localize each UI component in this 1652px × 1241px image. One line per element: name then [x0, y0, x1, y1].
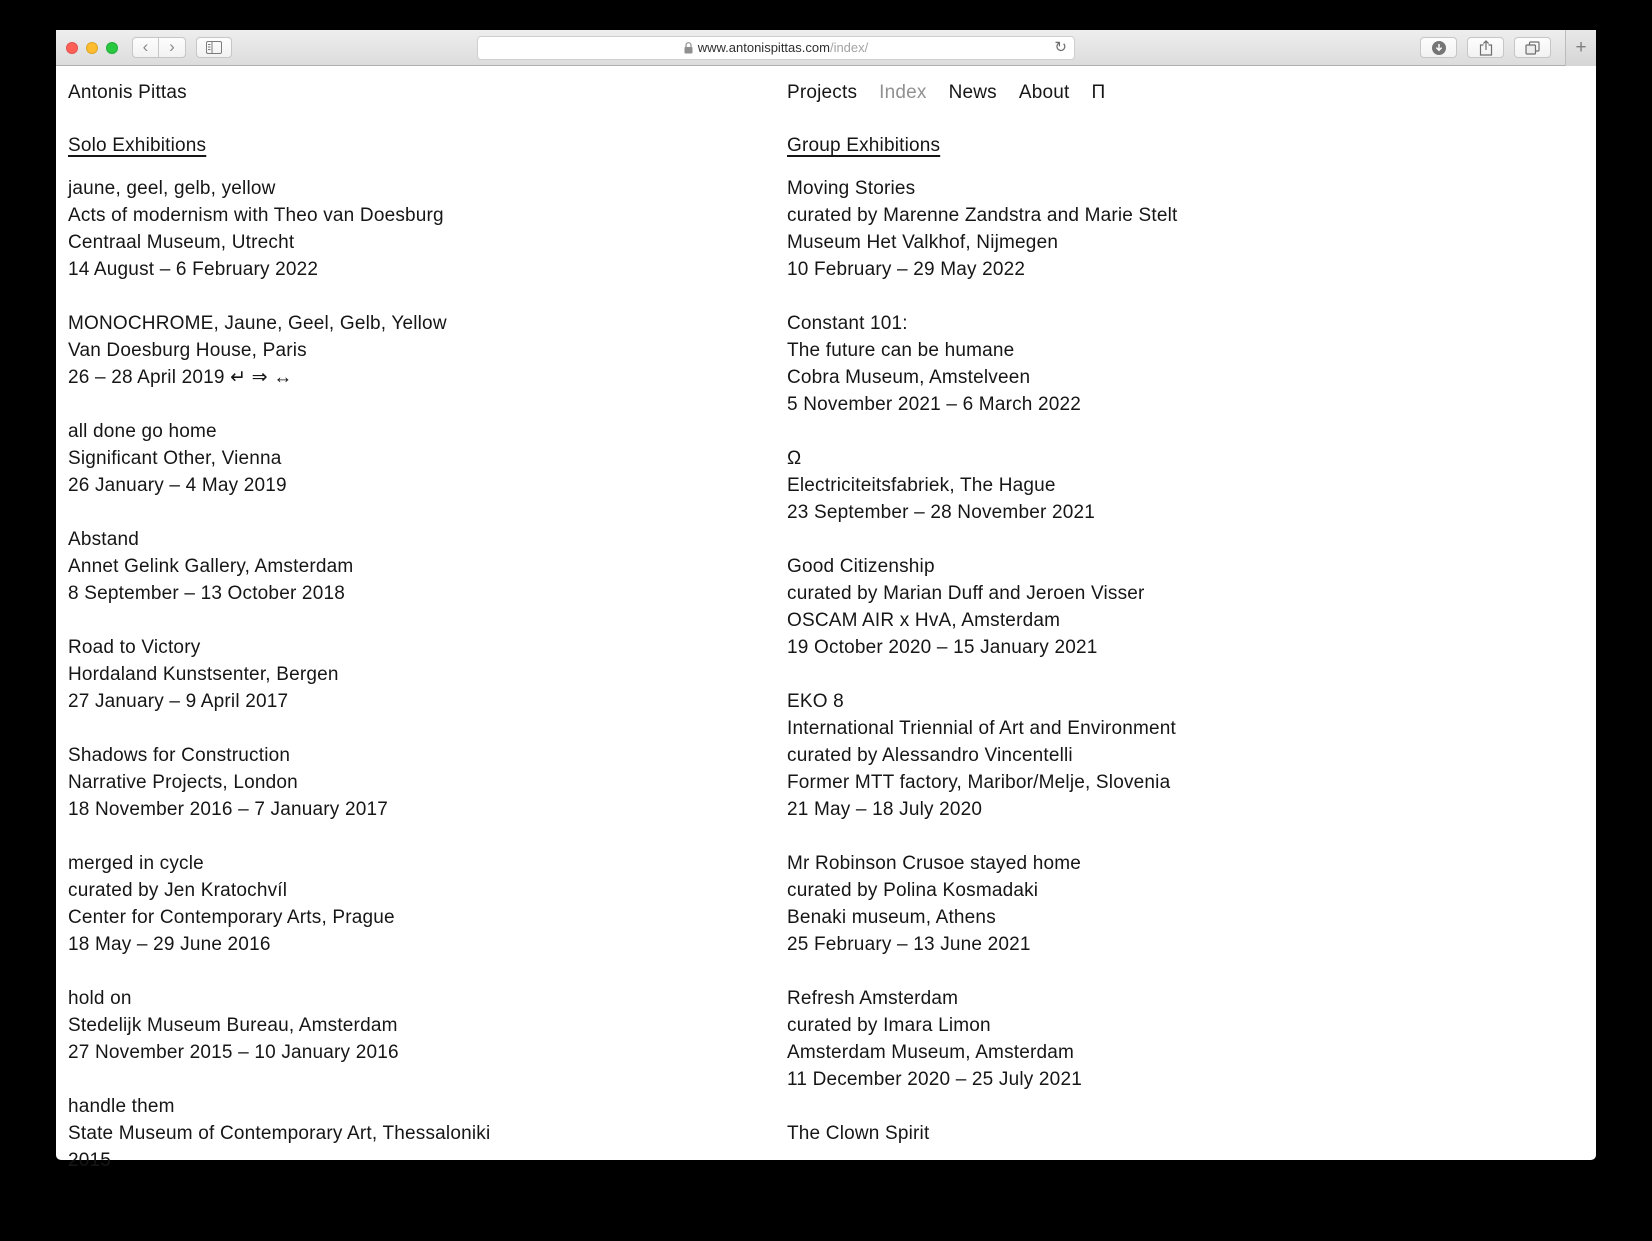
exhibition-line: Moving Stories: [787, 178, 916, 199]
nav-projects[interactable]: Projects: [787, 82, 858, 103]
exhibition-line: Annet Gelink Gallery, Amsterdam: [68, 556, 354, 577]
exhibition-line: Acts of modernism with Theo van Doesburg: [68, 205, 444, 226]
exhibition-entry: [68, 175, 787, 283]
group-exhibitions-heading: Group Exhibitions: [787, 135, 941, 156]
exhibition-line: Cobra Museum, Amstelveen: [787, 367, 1031, 388]
back-button[interactable]: [132, 37, 159, 58]
toolbar-right-buttons: [1420, 37, 1551, 58]
minimize-window-button[interactable]: [86, 42, 98, 54]
exhibition-line: International Triennial of Art and Environment: [787, 718, 1176, 739]
exhibition-line: MONOCHROME, Jaune, Geel, Gelb, Yellow: [68, 313, 447, 334]
exhibition-line: Abstand: [68, 529, 140, 550]
exhibition-line: all done go home: [68, 421, 217, 442]
solo-exhibitions-list: [68, 175, 787, 1174]
tabs-icon: [1525, 41, 1540, 55]
exhibition-line: Shadows for Construction: [68, 745, 291, 766]
solo-column: [68, 79, 787, 1201]
exhibition-line: 27 January – 9 April 2017: [68, 691, 289, 712]
history-nav-group: [132, 37, 186, 58]
exhibition-line: hold on: [68, 988, 132, 1009]
exhibition-line: Stedelijk Museum Bureau, Amsterdam: [68, 1015, 398, 1036]
new-tab-button[interactable]: [1565, 30, 1596, 66]
browser-toolbar: [56, 30, 1596, 66]
exhibition-line: 26 – 28 April 2019 ↵ ⇒ ↔: [68, 367, 293, 388]
exhibition-line: Benaki museum, Athens: [787, 907, 996, 928]
exhibition-line: curated by Jen Kratochvíl: [68, 880, 288, 901]
exhibition-line: Electriciteitsfabriek, The Hague: [787, 475, 1056, 496]
exhibition-line: Road to Victory: [68, 637, 201, 658]
exhibition-line: 25 February – 13 June 2021: [787, 934, 1031, 955]
nav-news[interactable]: News: [948, 82, 997, 103]
exhibition-entry: [787, 175, 1596, 283]
close-window-button[interactable]: [66, 42, 78, 54]
nav-about[interactable]: About: [1018, 82, 1070, 103]
exhibition-entry: [68, 526, 787, 607]
exhibition-line: Former MTT factory, Maribor/Melje, Slovenia: [787, 772, 1171, 793]
exhibition-entry: [787, 850, 1596, 958]
reload-icon: ↻: [1054, 38, 1067, 56]
exhibition-line: Refresh Amsterdam: [787, 988, 959, 1009]
exhibition-line: Centraal Museum, Utrecht: [68, 232, 295, 253]
exhibition-line: jaune, geel, gelb, yellow: [68, 178, 276, 199]
exhibition-entry: [68, 418, 787, 499]
exhibition-line: State Museum of Contemporary Art, Thessaloniki: [68, 1123, 491, 1144]
share-icon: [1479, 40, 1493, 56]
exhibition-line: handle them: [68, 1096, 175, 1117]
exhibition-line: curated by Polina Kosmadaki: [787, 880, 1039, 901]
exhibition-entry: [787, 310, 1596, 418]
url-path: /index/: [829, 40, 869, 55]
exhibition-line: curated by Imara Limon: [787, 1015, 991, 1036]
exhibition-line: 21 May – 18 July 2020: [787, 799, 983, 820]
lock-icon: [684, 42, 693, 54]
exhibition-line: Mr Robinson Crusoe stayed home: [787, 853, 1082, 874]
solo-exhibitions-heading: Solo Exhibitions: [68, 135, 207, 156]
group-column: [787, 79, 1596, 1201]
exhibition-entry: [68, 634, 787, 715]
exhibition-line: The Clown Spirit: [787, 1123, 930, 1144]
exhibition-line: Center for Contemporary Arts, Prague: [68, 907, 395, 928]
exhibition-line: EKO 8: [787, 691, 844, 712]
exhibition-entry: [68, 850, 787, 958]
nav-index[interactable]: Index: [879, 82, 927, 103]
site-title: Antonis Pittas: [68, 82, 187, 103]
exhibition-line: 18 May – 29 June 2016: [68, 934, 271, 955]
exhibition-entry: [68, 985, 787, 1066]
exhibition-line: The future can be humane: [787, 340, 1015, 361]
forward-icon: ›: [169, 37, 175, 56]
exhibition-line: Constant 101:: [787, 313, 908, 334]
exhibition-line: 19 October 2020 – 15 January 2021: [787, 637, 1098, 658]
browser-window: [56, 30, 1596, 1171]
share-button[interactable]: [1467, 37, 1504, 58]
exhibition-entry: [787, 688, 1596, 823]
exhibition-line: curated by Marenne Zandstra and Marie Stelt: [787, 205, 1178, 226]
exhibition-line: Museum Het Valkhof, Nijmegen: [787, 232, 1059, 253]
exhibition-line: 23 September – 28 November 2021: [787, 502, 1095, 523]
exhibition-entry: [787, 1120, 1596, 1147]
reload-button[interactable]: [1054, 38, 1067, 56]
exhibition-line: 14 August – 6 February 2022: [68, 259, 319, 280]
exhibition-line: Narrative Projects, London: [68, 772, 298, 793]
exhibition-line: curated by Alessandro Vincentelli: [787, 745, 1073, 766]
exhibition-entry: [68, 310, 787, 391]
exhibition-line: Good Citizenship: [787, 556, 935, 577]
exhibition-line: 11 December 2020 – 25 July 2021: [787, 1069, 1082, 1090]
main-nav: [787, 79, 1596, 106]
page-content: [56, 66, 1596, 1171]
exhibition-entry: [68, 1093, 787, 1174]
url-host: www.antonispittas.com: [697, 40, 830, 55]
exhibition-line: OSCAM AIR x HvA, Amsterdam: [787, 610, 1061, 631]
exhibition-line: 5 November 2021 – 6 March 2022: [787, 394, 1082, 415]
back-icon: ‹: [142, 37, 149, 56]
plus-icon: +: [1575, 36, 1587, 58]
exhibition-entry: [787, 985, 1596, 1093]
exhibition-entry: [68, 742, 787, 823]
sidebar-icon: [206, 41, 222, 54]
exhibition-entry: [787, 445, 1596, 526]
exhibition-line: 26 January – 4 May 2019: [68, 475, 287, 496]
exhibition-line: Hordaland Kunstsenter, Bergen: [68, 664, 339, 685]
sidebar-toggle-button[interactable]: [196, 37, 232, 58]
exhibition-line: merged in cycle: [68, 853, 204, 874]
forward-button[interactable]: [159, 37, 186, 58]
downloads-button[interactable]: [1420, 37, 1457, 58]
exhibition-line: Van Doesburg House, Paris: [68, 340, 307, 361]
exhibition-entry: [787, 553, 1596, 661]
download-icon: [1431, 40, 1447, 56]
address-bar[interactable]: [477, 36, 1075, 60]
tab-overview-button[interactable]: [1514, 37, 1551, 58]
exhibition-line: 27 November 2015 – 10 January 2016: [68, 1042, 399, 1063]
exhibition-line: Ω: [787, 448, 802, 469]
exhibition-line: curated by Marian Duff and Jeroen Visser: [787, 583, 1145, 604]
group-exhibitions-list: [787, 175, 1596, 1147]
exhibition-line: Significant Other, Vienna: [68, 448, 282, 469]
exhibition-line: 2015: [68, 1150, 112, 1171]
exhibition-line: Amsterdam Museum, Amsterdam: [787, 1042, 1075, 1063]
zoom-window-button[interactable]: [106, 42, 118, 54]
nav-pi[interactable]: Π: [1091, 82, 1106, 103]
exhibition-line: 10 February – 29 May 2022: [787, 259, 1026, 280]
exhibition-line: 18 November 2016 – 7 January 2017: [68, 799, 388, 820]
exhibition-line: 8 September – 13 October 2018: [68, 583, 345, 604]
traffic-lights: [66, 42, 118, 54]
